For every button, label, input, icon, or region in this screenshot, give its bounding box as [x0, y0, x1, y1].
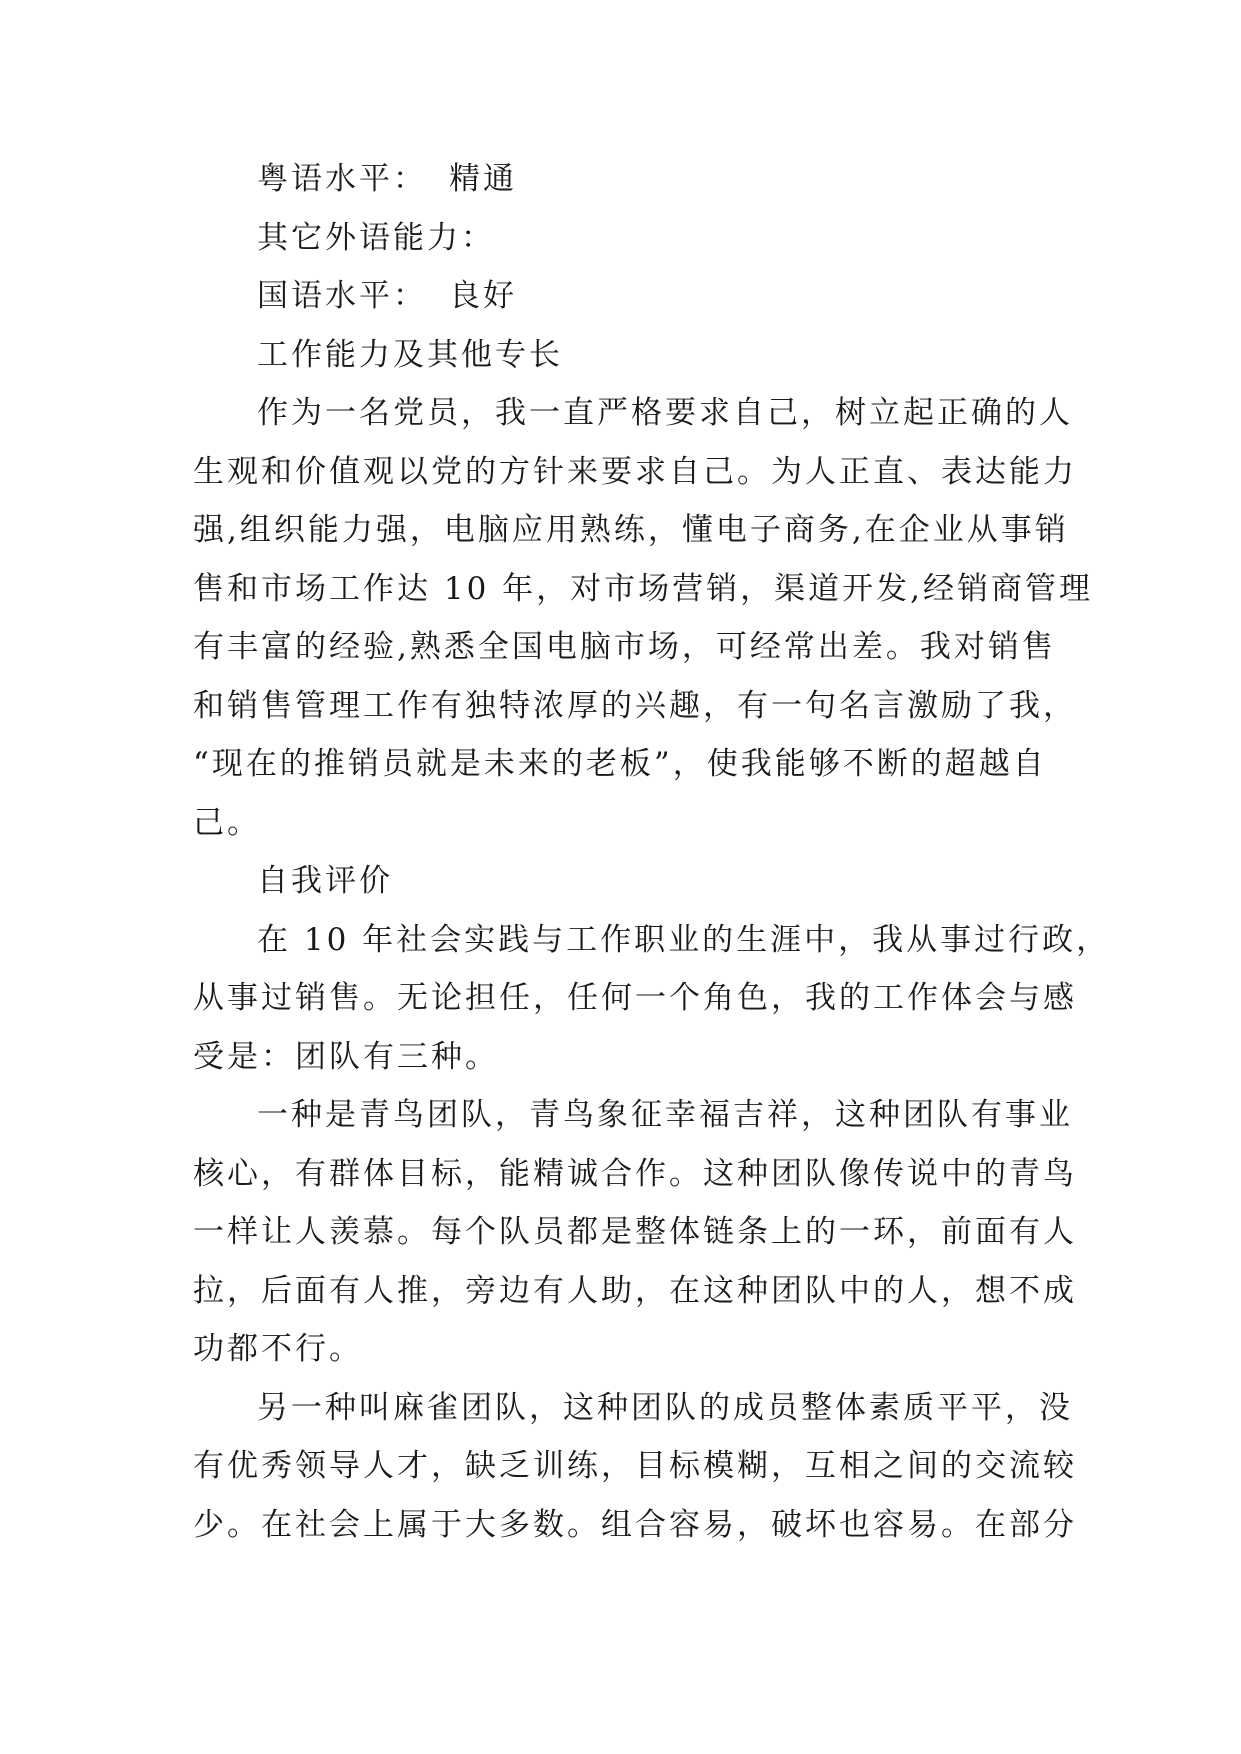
- paragraph-line: 拉，后面有人推，旁边有人助，在这种团队中的人，想不成: [193, 1272, 1077, 1309]
- paragraph-line: 生观和价值观以党的方针来要求自己。为人正直、表达能力: [193, 453, 1077, 490]
- paragraph-line: 另一种叫麻雀团队，这种团队的成员整体素质平平，没: [257, 1389, 1073, 1426]
- cantonese-level-label: 粤语水平：: [257, 161, 427, 197]
- paragraph-line: “现在的推销员就是未来的老板”，使我能够不断的超越自: [193, 746, 1047, 782]
- work-ability-paragraph: [193, 384, 1094, 852]
- self-evaluation-paragraph-1: [193, 911, 1111, 1087]
- document-body: [193, 150, 1111, 1554]
- paragraph-line: 受是：团队有三种。: [193, 1038, 499, 1075]
- paragraph-line: 从事过销售。无论担任，任何一个角色，我的工作体会与感: [193, 980, 1077, 1016]
- mandarin-level-row: [193, 267, 1053, 326]
- mandarin-level-value: 良好: [449, 278, 517, 314]
- paragraph-line: 作为一名党员，我一直严格要求自己，树立起正确的人: [257, 395, 1073, 431]
- cantonese-level-value: 精通: [449, 161, 517, 197]
- work-ability-heading: 工作能力及其他专长: [257, 336, 563, 373]
- self-evaluation-paragraph-3: [193, 1379, 1077, 1555]
- paragraph-line: 少。在社会上属于大多数。组合容易，破坏也容易。在部分: [193, 1506, 1077, 1543]
- cantonese-level-row: [193, 150, 1053, 209]
- other-languages-row: [193, 209, 1053, 268]
- mandarin-level-label: 国语水平：: [257, 278, 427, 314]
- paragraph-line: 有丰富的经验,熟悉全国电脑市场，可经常出差。我对销售: [193, 629, 1056, 665]
- paragraph-line: 强,组织能力强，电脑应用熟练，懂电子商务,在企业从事销: [193, 512, 1069, 548]
- paragraph-line: 一样让人羡慕。每个队员都是整体链条上的一环，前面有人: [193, 1214, 1077, 1250]
- paragraph-line: 己。: [193, 804, 261, 841]
- paragraph-line: 售和市场工作达 10 年，对市场营销，渠道开发,经销商管理: [193, 570, 1094, 607]
- paragraph-line: 一种是青鸟团队，青鸟象征幸福吉祥，这种团队有事业: [257, 1097, 1073, 1133]
- paragraph-line: 核心，有群体目标，能精诚合作。这种团队像传说中的青鸟: [193, 1155, 1077, 1192]
- self-evaluation-heading: 自我评价: [257, 863, 393, 899]
- paragraph-line: 有优秀领导人才，缺乏训练，目标模糊，互相之间的交流较: [193, 1448, 1077, 1484]
- paragraph-line: 和销售管理工作有独特浓厚的兴趣，有一句名言激励了我，: [193, 687, 1077, 724]
- self-evaluation-paragraph-2: [193, 1086, 1077, 1379]
- other-languages-label: 其它外语能力：: [257, 219, 495, 256]
- paragraph-line: 在 10 年社会实践与工作职业的生涯中，我从事过行政，: [257, 921, 1111, 958]
- paragraph-line: 功都不行。: [193, 1331, 363, 1367]
